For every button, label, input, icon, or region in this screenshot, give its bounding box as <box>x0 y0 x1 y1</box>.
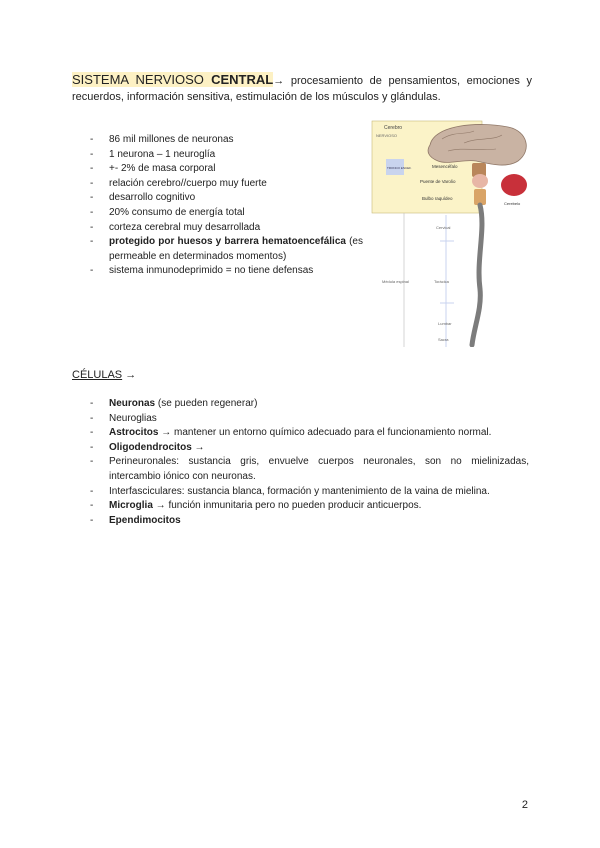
fact-item: - 1 neurona – 1 neuroglía <box>109 148 363 163</box>
oligo-sublist <box>109 455 529 499</box>
fact-item: - sistema inmunodeprimido = no tiene defensas <box>109 264 363 279</box>
fact-item: - relación cerebro//cuerpo muy fuerte <box>109 177 363 192</box>
label-nervioso: NERVIOSO <box>376 133 398 138</box>
label-mesencefalo: Mesencéfalo <box>432 164 458 169</box>
cns-illustration <box>368 119 532 347</box>
label-medula: Médula espinal <box>382 279 409 284</box>
cells-list <box>109 397 529 528</box>
label-tronco: TRONCO ENCEF. <box>387 166 412 170</box>
label-cervical: Cervical <box>436 225 451 230</box>
label-bulbo: Bulbo raquídeo <box>422 196 453 201</box>
label-cerebelo: Cerebelo <box>504 201 521 206</box>
pons-shape <box>472 174 488 188</box>
label-toracica: Torácica <box>434 279 449 284</box>
intro-paragraph <box>72 72 532 105</box>
oligo-interfasciculares: - Interfasciculares: sustancia blanca, formación y mantenimiento de la vaina de mielina. <box>109 485 529 500</box>
fact-item: - desarrollo cognitivo <box>109 191 363 206</box>
cerebellum-shape <box>501 174 527 196</box>
fact-item: - corteza cerebral muy desarrollada <box>109 221 363 236</box>
fact-item-protection: - protegido por huesos y barrera hematoencefálica (es permeable en determinados momentos) <box>109 235 363 264</box>
page-number: 2 <box>521 799 528 811</box>
neuroglia-sublist <box>109 426 529 528</box>
page-title: SISTEMA NERVIOSO CENTRAL <box>72 72 274 87</box>
label-lumbar: Lumbar <box>438 321 452 326</box>
fact-item: - 86 mil millones de neuronas <box>109 133 363 148</box>
cns-figure <box>368 119 532 347</box>
fact-item: - +- 2% de masa corporal <box>109 162 363 177</box>
cell-neuroglias: - Neuroglias - Astrocitos → mantener un entorno químico adecuado para el funcionamiento normal. - Oligodendrocitos → - Perineuronales: sustancia gris, envuelve cuerpos neuronales, son no mielinizadas, intercambio iónico con neuronas. - Interfasciculares: sustancia blanca, formación y mantenimiento de la vaina de mielina. - Microglia → función inmunitaria pero no pueden producir anticuerpos. - Ependimocitos <box>109 412 529 529</box>
oligo-perineuronales: - Perineuronales: sustancia gris, envuelve cuerpos neuronales, son no mielinizadas, intercambio iónico con neuronas. <box>109 455 529 484</box>
label-sacra: Sacra <box>438 337 449 342</box>
cell-oligodendrocitos: - Oligodendrocitos → - Perineuronales: sustancia gris, envuelve cuerpos neuronales, son no mielinizadas, intercambio iónico con neuronas. - Interfasciculares: sustancia blanca, formación y mantenimiento de la vaina de mielina. <box>109 441 529 499</box>
fact-item: - 20% consumo de energía total <box>109 206 363 221</box>
label-cerebro: Cerebro <box>384 125 403 131</box>
facts-list <box>109 133 363 279</box>
cells-heading: CÉLULAS → <box>72 369 137 381</box>
label-puente: Puente de Varolio <box>420 179 456 184</box>
spinal-cord <box>472 205 482 345</box>
cell-neuronas: - Neuronas (se pueden regenerar) <box>109 397 529 412</box>
cell-astrocitos: - Astrocitos → mantener un entorno químico adecuado para el funcionamiento normal. <box>109 426 529 441</box>
intro-description: → procesamiento de pensamientos, emociones y recuerdos, información sensitiva, estimulación de los músculos y glándulas. <box>72 75 532 103</box>
cell-microglia: - Microglia → función inmunitaria pero no pueden producir anticuerpos. <box>109 499 529 514</box>
cell-ependimocitos: - Ependimocitos <box>109 514 529 529</box>
